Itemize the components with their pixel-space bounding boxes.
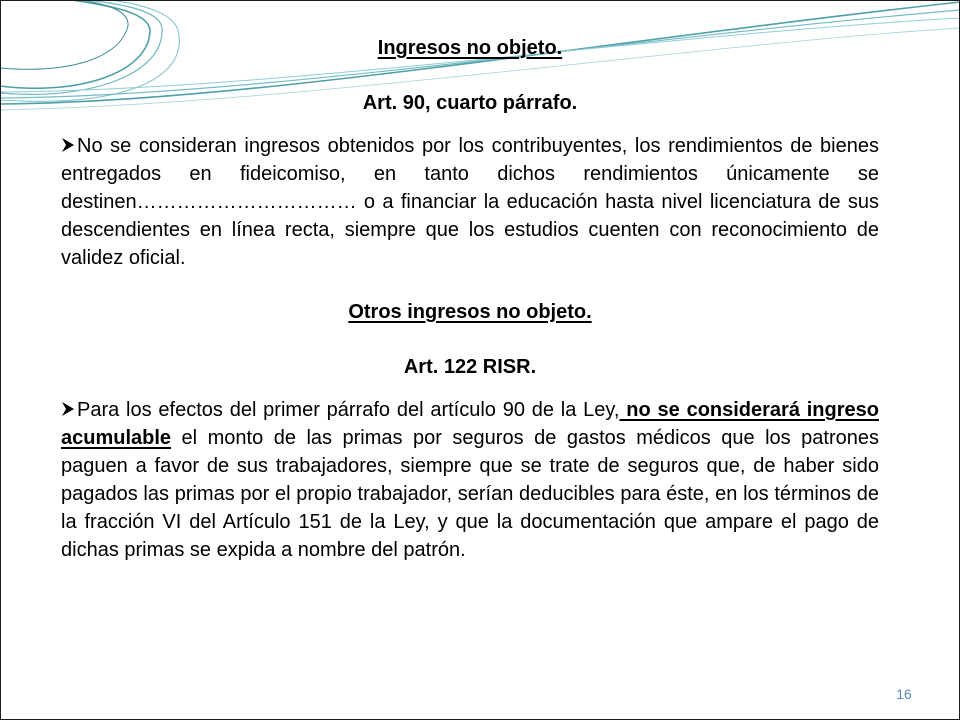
paragraph-text-secondary-after: el monto de las primas por seguros de gastos médicos que los patrones paguen a favor de sus trabajadores, siempre que se trate de seguros que, de haber sido pagados las primas por el propio trabajador, serían deducibles para éste, en los términos de la fracción VI del Artículo 151 de la Ley, y que la documentación que ampare el pago de dichas primas se expida a nombre del patrón. xyxy=(61,427,879,561)
article-reference-secondary: Art. 122 RISR. xyxy=(403,356,537,378)
paragraph-text-secondary-emphasis: no se considerará ingreso acumulable xyxy=(61,399,879,449)
arrow-bullet-icon xyxy=(61,137,75,153)
bullet-paragraph-secondary xyxy=(61,396,879,564)
paragraph-text-primary: No se consideran ingresos obtenidos por los contribuyentes, los rendimientos de bienes entregados en fideicomiso, en tanto dichos rendimientos únicamente se destinen…………………………… o a financiar la educación hasta nivel licenciatura de sus descendientes en línea recta, siempre que los estudios cuenten con reconocimiento de validez oficial. xyxy=(61,135,879,269)
arrow-bullet-icon xyxy=(61,401,75,417)
paragraph-text-secondary-before: Para los efectos del primer párrafo del artículo 90 de la Ley, xyxy=(77,399,620,421)
slide-title-secondary: Otros ingresos no objeto. xyxy=(348,301,592,323)
bullet-paragraph-primary xyxy=(61,132,879,272)
slide-title-primary: Ingresos no objeto. xyxy=(377,37,563,59)
page-number: 16 xyxy=(896,686,912,702)
article-reference-primary: Art. 90, cuarto párrafo. xyxy=(362,92,578,114)
slide-content xyxy=(61,34,879,564)
